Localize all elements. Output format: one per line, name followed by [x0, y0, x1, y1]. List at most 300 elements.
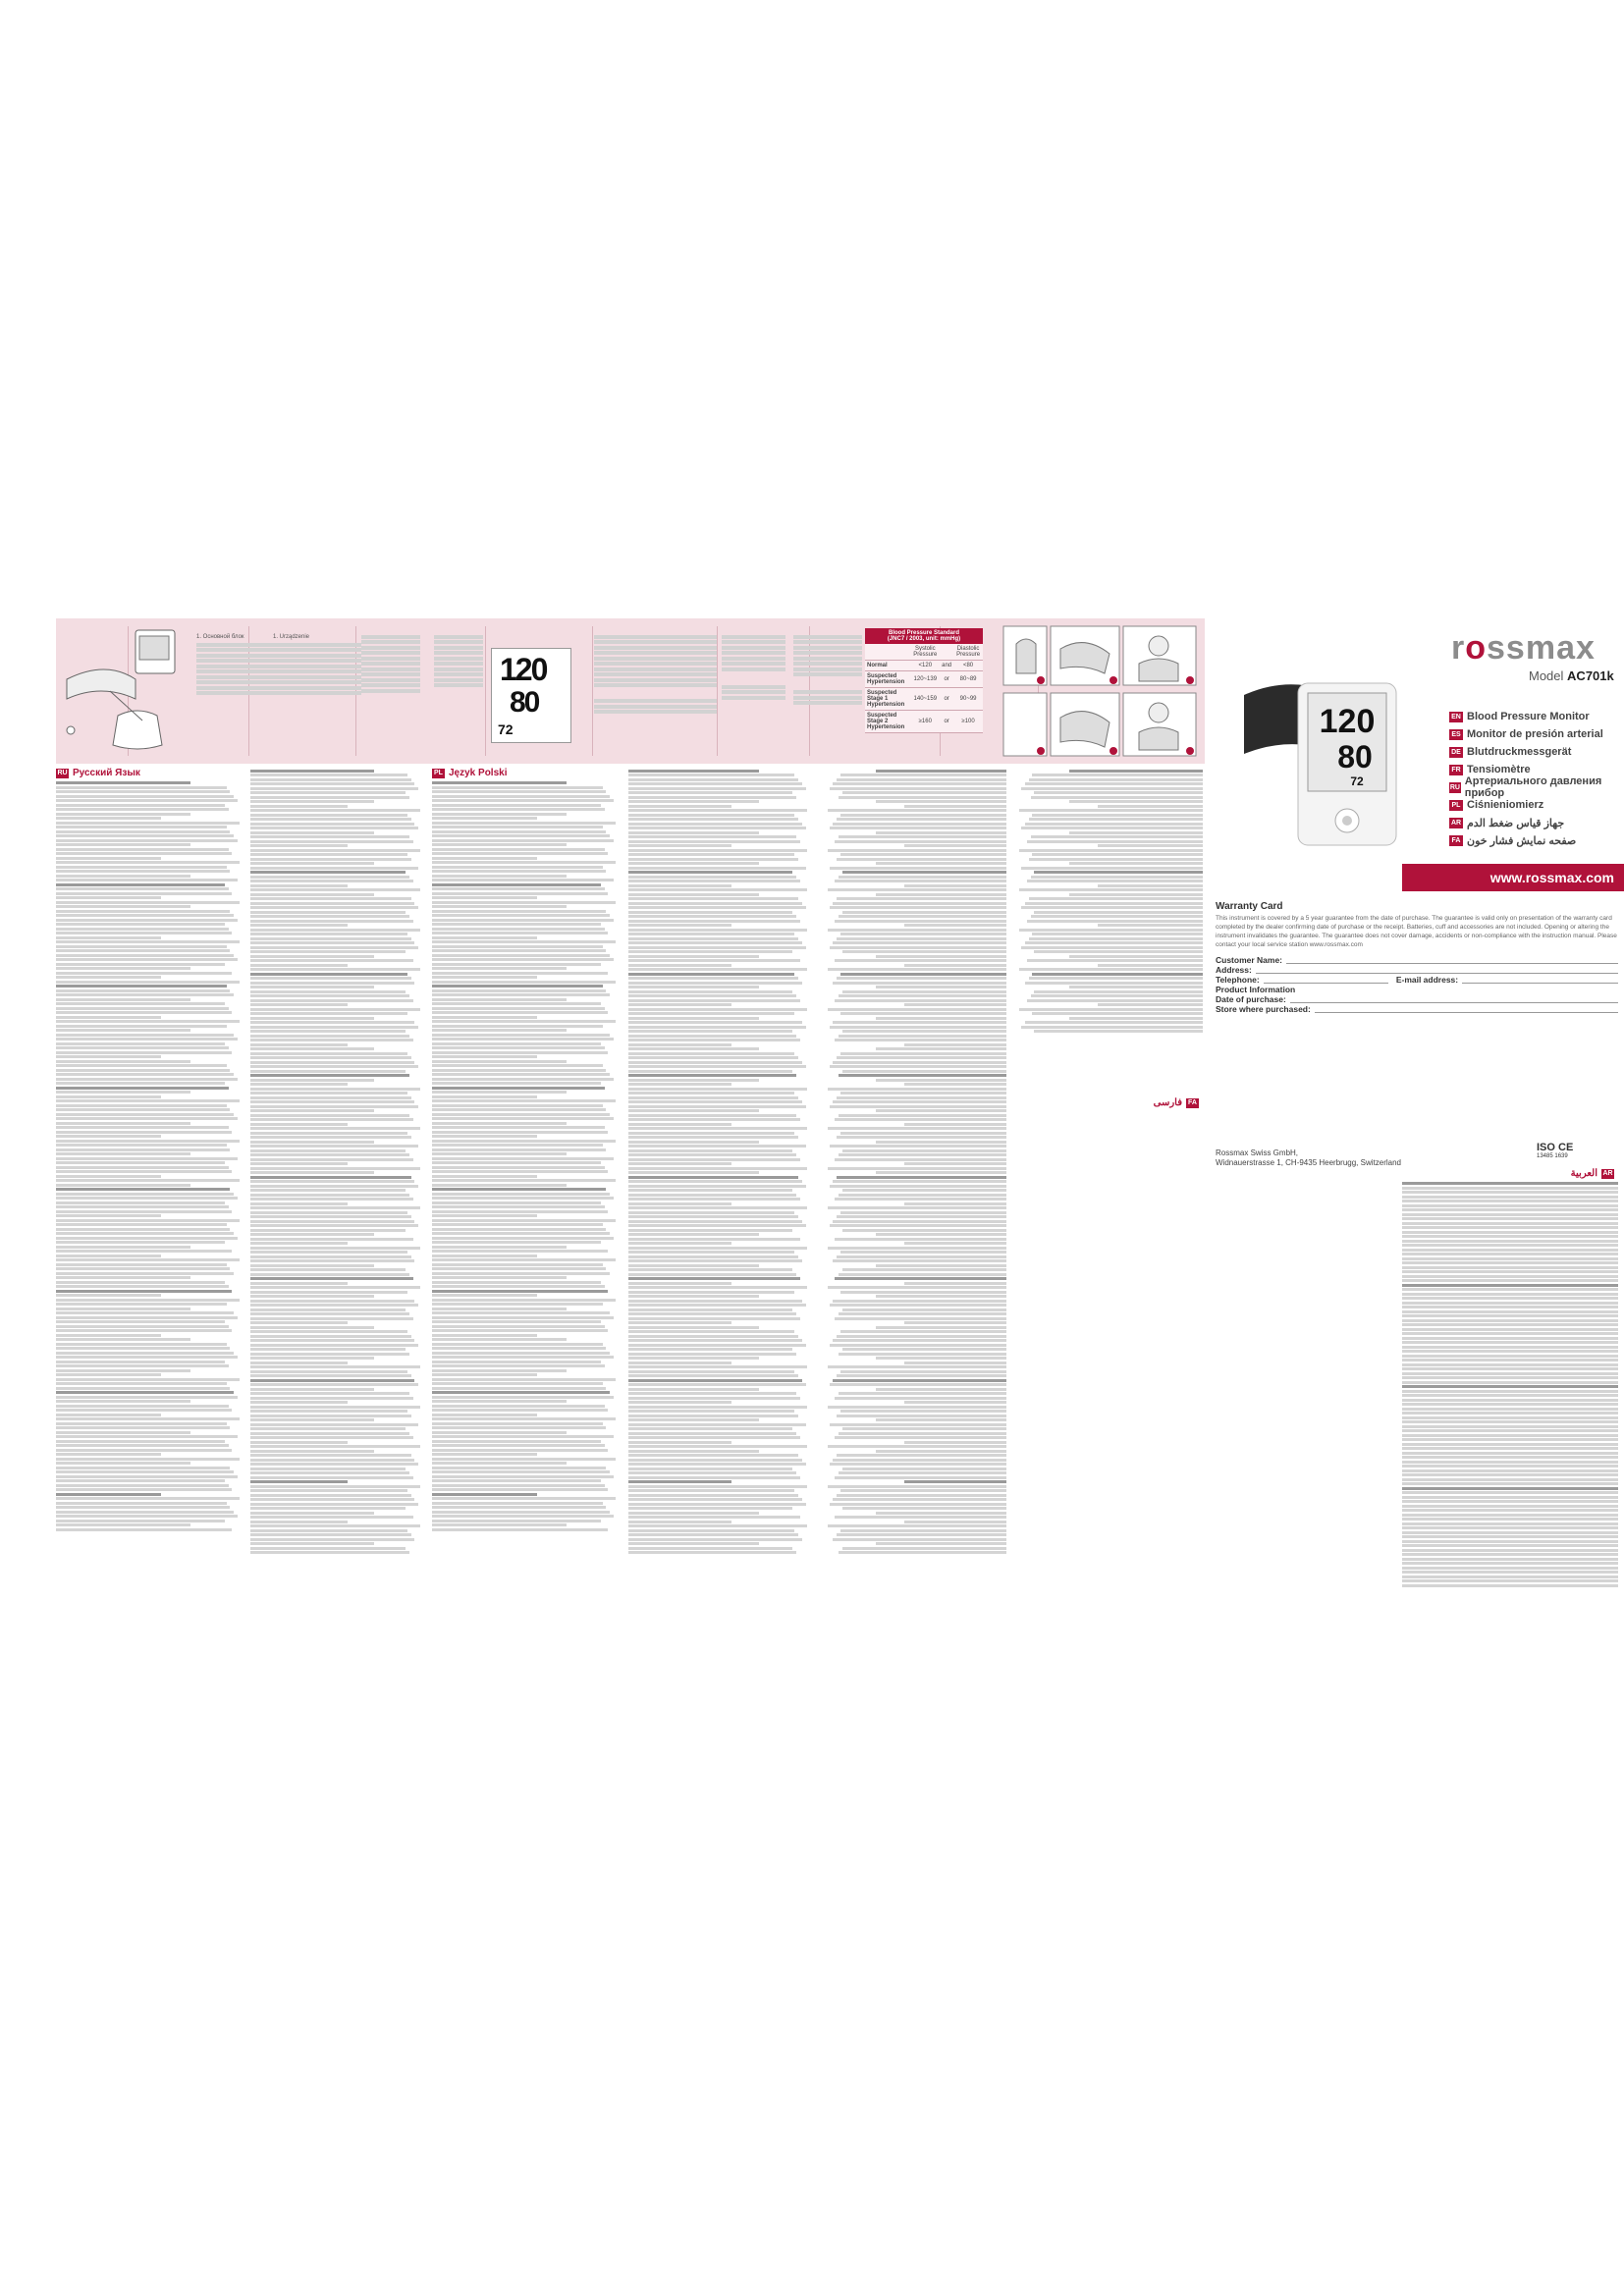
text-line — [628, 946, 806, 949]
text-line — [1019, 849, 1203, 852]
text-line — [250, 1362, 348, 1364]
text-line — [250, 1471, 409, 1474]
text-line — [628, 1547, 792, 1550]
text-line — [628, 897, 798, 900]
text-line — [628, 849, 807, 852]
text-line — [628, 1211, 794, 1214]
text-line — [432, 1515, 614, 1518]
text-line — [432, 848, 605, 851]
text-line — [840, 1291, 1006, 1294]
text-line — [250, 977, 411, 980]
text-line — [628, 920, 800, 923]
text-line — [828, 1088, 1006, 1091]
text-line — [1027, 880, 1203, 882]
text-line — [432, 1506, 606, 1509]
text-line — [432, 945, 603, 948]
text-line — [1029, 897, 1203, 900]
text-line — [432, 1117, 614, 1120]
text-line — [432, 1488, 608, 1491]
text-line — [904, 1083, 1007, 1086]
text-line — [628, 823, 802, 826]
text-line — [830, 906, 1007, 909]
text-line — [56, 1290, 232, 1293]
text-line — [250, 1282, 348, 1285]
text-line — [432, 1228, 606, 1231]
text-line — [628, 1286, 807, 1289]
text-line — [828, 1406, 1006, 1409]
text-line — [56, 857, 161, 860]
text-line — [56, 795, 234, 798]
text-line — [432, 1042, 601, 1045]
text-line — [840, 1410, 1006, 1413]
text-line — [432, 1303, 603, 1306]
text-line — [628, 911, 792, 914]
text-line — [876, 800, 1006, 803]
text-line — [250, 1521, 348, 1523]
text-line — [432, 936, 537, 939]
text-line — [56, 1064, 227, 1067]
text-line — [432, 1497, 616, 1500]
text-line — [842, 1189, 1006, 1192]
text-line — [628, 1079, 759, 1082]
text-line — [628, 1238, 800, 1241]
text-line — [876, 1233, 1006, 1236]
text-line — [628, 1074, 796, 1077]
text-line — [432, 1193, 610, 1196]
text-line — [839, 1392, 1006, 1395]
text-line — [250, 1224, 418, 1227]
text-line — [432, 1082, 601, 1085]
text-line — [1098, 884, 1203, 887]
text-line — [250, 1052, 407, 1055]
text-line — [432, 1493, 537, 1496]
text-line — [840, 814, 1006, 817]
text-line — [628, 1259, 802, 1262]
text-line — [432, 1391, 610, 1394]
text-line — [432, 1188, 606, 1191]
text-line — [835, 1039, 1006, 1041]
text-line — [432, 834, 610, 837]
text-line — [432, 1361, 601, 1363]
text-line — [830, 946, 1007, 949]
text-line — [628, 1017, 759, 1020]
text-line — [250, 929, 420, 932]
text-line — [628, 1198, 800, 1201]
text-line — [432, 1007, 605, 1010]
text-line — [904, 805, 1007, 808]
text-line — [250, 1109, 374, 1112]
text-line — [250, 778, 411, 781]
text-line — [628, 986, 759, 988]
text-line — [250, 1065, 418, 1068]
text-line — [250, 906, 418, 909]
text-line — [432, 1364, 605, 1367]
text-line — [432, 1405, 605, 1408]
text-line — [432, 879, 614, 881]
text-line — [835, 1397, 1006, 1400]
text-line — [904, 844, 1007, 847]
text-line — [833, 1300, 1006, 1303]
text-line — [56, 1046, 229, 1049]
text-line — [628, 853, 794, 856]
text-line — [842, 990, 1006, 993]
text-line — [628, 1282, 731, 1285]
text-line — [840, 774, 1006, 776]
language-row: FR Tensiomètre — [1449, 762, 1616, 777]
text-line — [876, 1264, 1006, 1267]
text-line — [250, 1242, 348, 1245]
text-line — [432, 1232, 610, 1235]
parts-list-ar — [434, 633, 483, 689]
text-line — [839, 1273, 1006, 1276]
text-line — [56, 1272, 234, 1275]
text-line — [250, 1406, 420, 1409]
text-line — [628, 1379, 802, 1382]
blood-pressure-monitor-image — [1239, 675, 1445, 852]
text-line — [628, 1105, 806, 1108]
text-line — [842, 1427, 1006, 1430]
text-line — [1021, 787, 1203, 790]
text-line — [432, 1051, 608, 1054]
text-line — [828, 1365, 1006, 1368]
customer-name-field[interactable]: Customer Name: — [1216, 955, 1618, 965]
text-line — [56, 1329, 232, 1332]
text-line — [1025, 823, 1203, 826]
text-line — [628, 937, 798, 940]
text-line — [1019, 888, 1203, 891]
text-line — [250, 1026, 418, 1029]
text-line — [833, 941, 1006, 944]
text-line — [837, 1454, 1006, 1457]
text-line — [250, 1317, 413, 1320]
text-line — [250, 823, 414, 826]
text-line — [56, 989, 230, 992]
text-line — [904, 924, 1007, 927]
text-line — [833, 902, 1006, 905]
text-line — [628, 1304, 806, 1307]
text-line — [628, 959, 800, 962]
text-line — [250, 1445, 420, 1448]
text-line — [628, 1542, 759, 1545]
text-line — [250, 1035, 409, 1038]
text-line — [828, 1286, 1006, 1289]
text-line — [628, 1061, 802, 1064]
text-line — [628, 1529, 794, 1532]
text-line — [56, 1210, 232, 1213]
text-line — [56, 830, 230, 833]
text-line — [56, 936, 161, 939]
text-line — [1069, 893, 1204, 896]
text-line — [56, 928, 229, 931]
warranty-title: Warranty Card — [1216, 901, 1283, 912]
text-line — [56, 1188, 230, 1191]
text-line — [628, 1224, 806, 1227]
text-line — [250, 1529, 407, 1532]
text-line — [250, 1118, 413, 1121]
language-row: PL Ciśnieniomierz — [1449, 797, 1616, 813]
text-line — [628, 915, 796, 918]
text-line — [432, 1338, 567, 1341]
text-line — [250, 1153, 409, 1156]
text-line — [250, 1123, 348, 1126]
text-line — [628, 1392, 796, 1395]
text-line — [250, 880, 413, 882]
text-line — [432, 1161, 601, 1164]
text-line — [432, 1144, 603, 1147]
text-line — [250, 1312, 409, 1315]
text-line — [628, 1300, 802, 1303]
text-line — [1397, 1376, 1619, 1379]
text-line — [56, 1435, 238, 1438]
text-line — [56, 817, 161, 820]
text-line — [250, 1030, 406, 1033]
text-line — [830, 867, 1007, 870]
text-line — [876, 1079, 1006, 1082]
text-line — [1397, 1217, 1619, 1220]
parts-list-pl — [273, 633, 361, 697]
text-line — [56, 1338, 190, 1341]
text-line — [56, 1255, 161, 1257]
text-line — [839, 876, 1006, 879]
text-line — [432, 905, 567, 908]
text-line — [56, 1285, 229, 1288]
text-line — [56, 1002, 225, 1005]
text-line — [432, 1409, 608, 1412]
text-line — [432, 954, 610, 957]
text-line — [432, 1126, 605, 1129]
text-line — [250, 1547, 406, 1550]
text-line — [828, 809, 1006, 812]
text-line — [839, 1114, 1006, 1117]
text-line — [628, 884, 731, 887]
text-line — [1034, 1030, 1203, 1033]
website-url[interactable]: www.rossmax.com — [1402, 864, 1624, 891]
text-line — [628, 876, 796, 879]
text-line — [628, 1136, 798, 1139]
text-line — [56, 1417, 240, 1420]
text-line — [835, 1277, 1006, 1280]
text-line — [432, 1029, 567, 1032]
text-line — [432, 781, 567, 784]
text-line — [250, 1533, 411, 1536]
text-line — [250, 1538, 414, 1541]
text-line — [628, 787, 806, 790]
text-line — [250, 1370, 407, 1373]
text-line — [250, 1145, 418, 1148]
warranty-body: This instrument is covered by a 5 year guarantee from the date of purchase. The guarantee is valid only on presentation of the warranty card completed by the dealer confirming date of purchase or the receipt. Batteries, cuff and accessories are not included. Opening or altering the instrument invalidates the guarantee. The guarantee does not cover damage, accidents or non-compliance with the instruction manual. Please contact your local service station www.rossmax.com — [1216, 915, 1617, 948]
text-line — [250, 1397, 413, 1400]
text-line — [1098, 1003, 1203, 1006]
text-line — [628, 774, 794, 776]
text-line — [56, 1034, 234, 1037]
text-line — [830, 1224, 1007, 1227]
certification-marks: ISO CE 13485 1639 — [1537, 1142, 1574, 1159]
text-line — [904, 1401, 1007, 1404]
text-line — [432, 1334, 537, 1337]
text-line — [840, 1529, 1006, 1532]
text-line — [432, 967, 567, 970]
text-line — [1069, 955, 1204, 958]
text-line — [876, 1326, 1006, 1329]
text-line — [432, 1135, 537, 1138]
text-line — [432, 799, 614, 802]
text-line — [56, 1029, 190, 1032]
bp-standard-table — [865, 628, 983, 733]
text-line — [904, 1321, 1007, 1324]
parts-list-fa — [361, 633, 420, 694]
text-line — [56, 1219, 240, 1222]
text-line — [250, 1008, 420, 1011]
text-line — [432, 1462, 567, 1465]
text-line — [56, 1126, 229, 1129]
text-line — [56, 1038, 238, 1041]
text-line — [56, 1467, 230, 1469]
text-line — [432, 861, 616, 864]
text-line — [56, 1131, 232, 1134]
text-line — [628, 778, 798, 781]
text-line — [250, 1524, 420, 1527]
text-line — [839, 1353, 1006, 1356]
text-line — [828, 1206, 1006, 1209]
text-line — [1021, 946, 1203, 949]
text-line — [837, 1533, 1006, 1536]
product-information-label: Product Information — [1216, 985, 1296, 994]
text-line — [250, 1149, 406, 1152]
device-sys-reading: 120 — [1319, 703, 1376, 740]
text-line — [250, 1392, 409, 1395]
text-line — [837, 1096, 1006, 1099]
text-line — [628, 1118, 800, 1121]
text-line — [250, 1476, 413, 1479]
text-line — [250, 1003, 348, 1006]
text-line — [628, 844, 731, 847]
text-line — [628, 840, 800, 843]
text-line — [432, 1246, 567, 1249]
text-line — [628, 1035, 796, 1038]
telephone-field[interactable]: Telephone: E-mail address: — [1216, 975, 1618, 985]
text-line — [1025, 782, 1203, 785]
text-line — [250, 1489, 407, 1492]
text-line — [904, 1043, 1007, 1046]
text-line — [837, 1176, 1006, 1179]
text-line — [56, 826, 227, 828]
text-line — [432, 923, 601, 926]
text-line — [628, 973, 794, 976]
text-line — [828, 1445, 1006, 1448]
text-line — [628, 1427, 792, 1430]
text-line — [835, 1158, 1006, 1161]
text-line — [250, 1401, 348, 1404]
text-line — [432, 1122, 567, 1125]
text-line — [840, 1330, 1006, 1333]
text-line — [56, 967, 190, 970]
text-line — [835, 1238, 1006, 1241]
text-line — [839, 796, 1006, 799]
text-line — [1029, 977, 1203, 980]
text-line — [835, 1317, 1006, 1320]
text-line — [628, 994, 796, 997]
text-line — [432, 928, 605, 931]
text-line — [839, 1551, 1006, 1554]
lcd-diastolic: 80 — [510, 686, 539, 719]
text-line — [1034, 791, 1203, 794]
text-line — [837, 937, 1006, 940]
text-line — [432, 1095, 537, 1098]
text-line — [250, 1220, 414, 1223]
text-line — [432, 989, 606, 992]
text-line — [432, 1444, 605, 1447]
text-line — [250, 893, 374, 896]
text-line — [250, 862, 374, 865]
text-line — [56, 1303, 227, 1306]
section-title-fa: فارسی FA — [1011, 1097, 1203, 1108]
text-line — [56, 910, 230, 913]
text-line — [1027, 959, 1203, 962]
text-line — [837, 1136, 1006, 1139]
text-line — [250, 1132, 407, 1135]
address-field[interactable]: Address: — [1216, 965, 1618, 975]
text-line — [56, 1104, 227, 1107]
text-line — [628, 867, 806, 870]
text-line — [876, 1450, 1006, 1453]
text-line — [628, 1441, 731, 1444]
text-line — [833, 1061, 1006, 1064]
text-line — [432, 804, 601, 807]
text-line — [56, 1426, 230, 1429]
text-line — [833, 782, 1006, 785]
text-line — [628, 1202, 731, 1205]
text-line — [1034, 950, 1203, 953]
text-line — [840, 1132, 1006, 1135]
text-line — [628, 818, 798, 821]
lcd-pulse: 72 — [498, 721, 514, 737]
text-line — [432, 1426, 606, 1429]
text-line — [432, 883, 601, 886]
text-line — [56, 1108, 230, 1111]
text-line — [432, 1320, 601, 1323]
lcd-display-illustration — [491, 648, 571, 743]
text-line — [250, 1215, 411, 1218]
text-line — [432, 1467, 606, 1469]
text-line — [628, 1507, 792, 1510]
text-line — [432, 1011, 608, 1014]
device-parts-diagram — [59, 622, 187, 760]
text-line — [839, 1074, 1006, 1077]
text-line — [1098, 805, 1203, 808]
text-line — [628, 1162, 731, 1165]
date-of-purchase-field[interactable]: Date of purchase: — [1216, 994, 1618, 1004]
text-line — [628, 933, 794, 935]
text-line — [628, 1357, 759, 1360]
text-line — [250, 1450, 374, 1453]
text-line — [250, 831, 374, 834]
text-line — [250, 888, 420, 891]
text-line — [56, 879, 238, 881]
text-line — [56, 1400, 190, 1403]
text-line — [432, 985, 603, 988]
text-line — [250, 1114, 409, 1117]
text-line — [876, 831, 1006, 834]
text-line — [432, 910, 606, 913]
text-line — [432, 1369, 567, 1372]
text-line — [628, 1524, 807, 1527]
store-field[interactable]: Store where purchased: — [1216, 1004, 1618, 1014]
text-line — [250, 835, 409, 838]
text-line — [56, 1316, 238, 1319]
text-line — [56, 1113, 234, 1116]
section-title-ar: العربية AR — [1570, 1168, 1613, 1179]
text-line — [56, 1440, 225, 1443]
